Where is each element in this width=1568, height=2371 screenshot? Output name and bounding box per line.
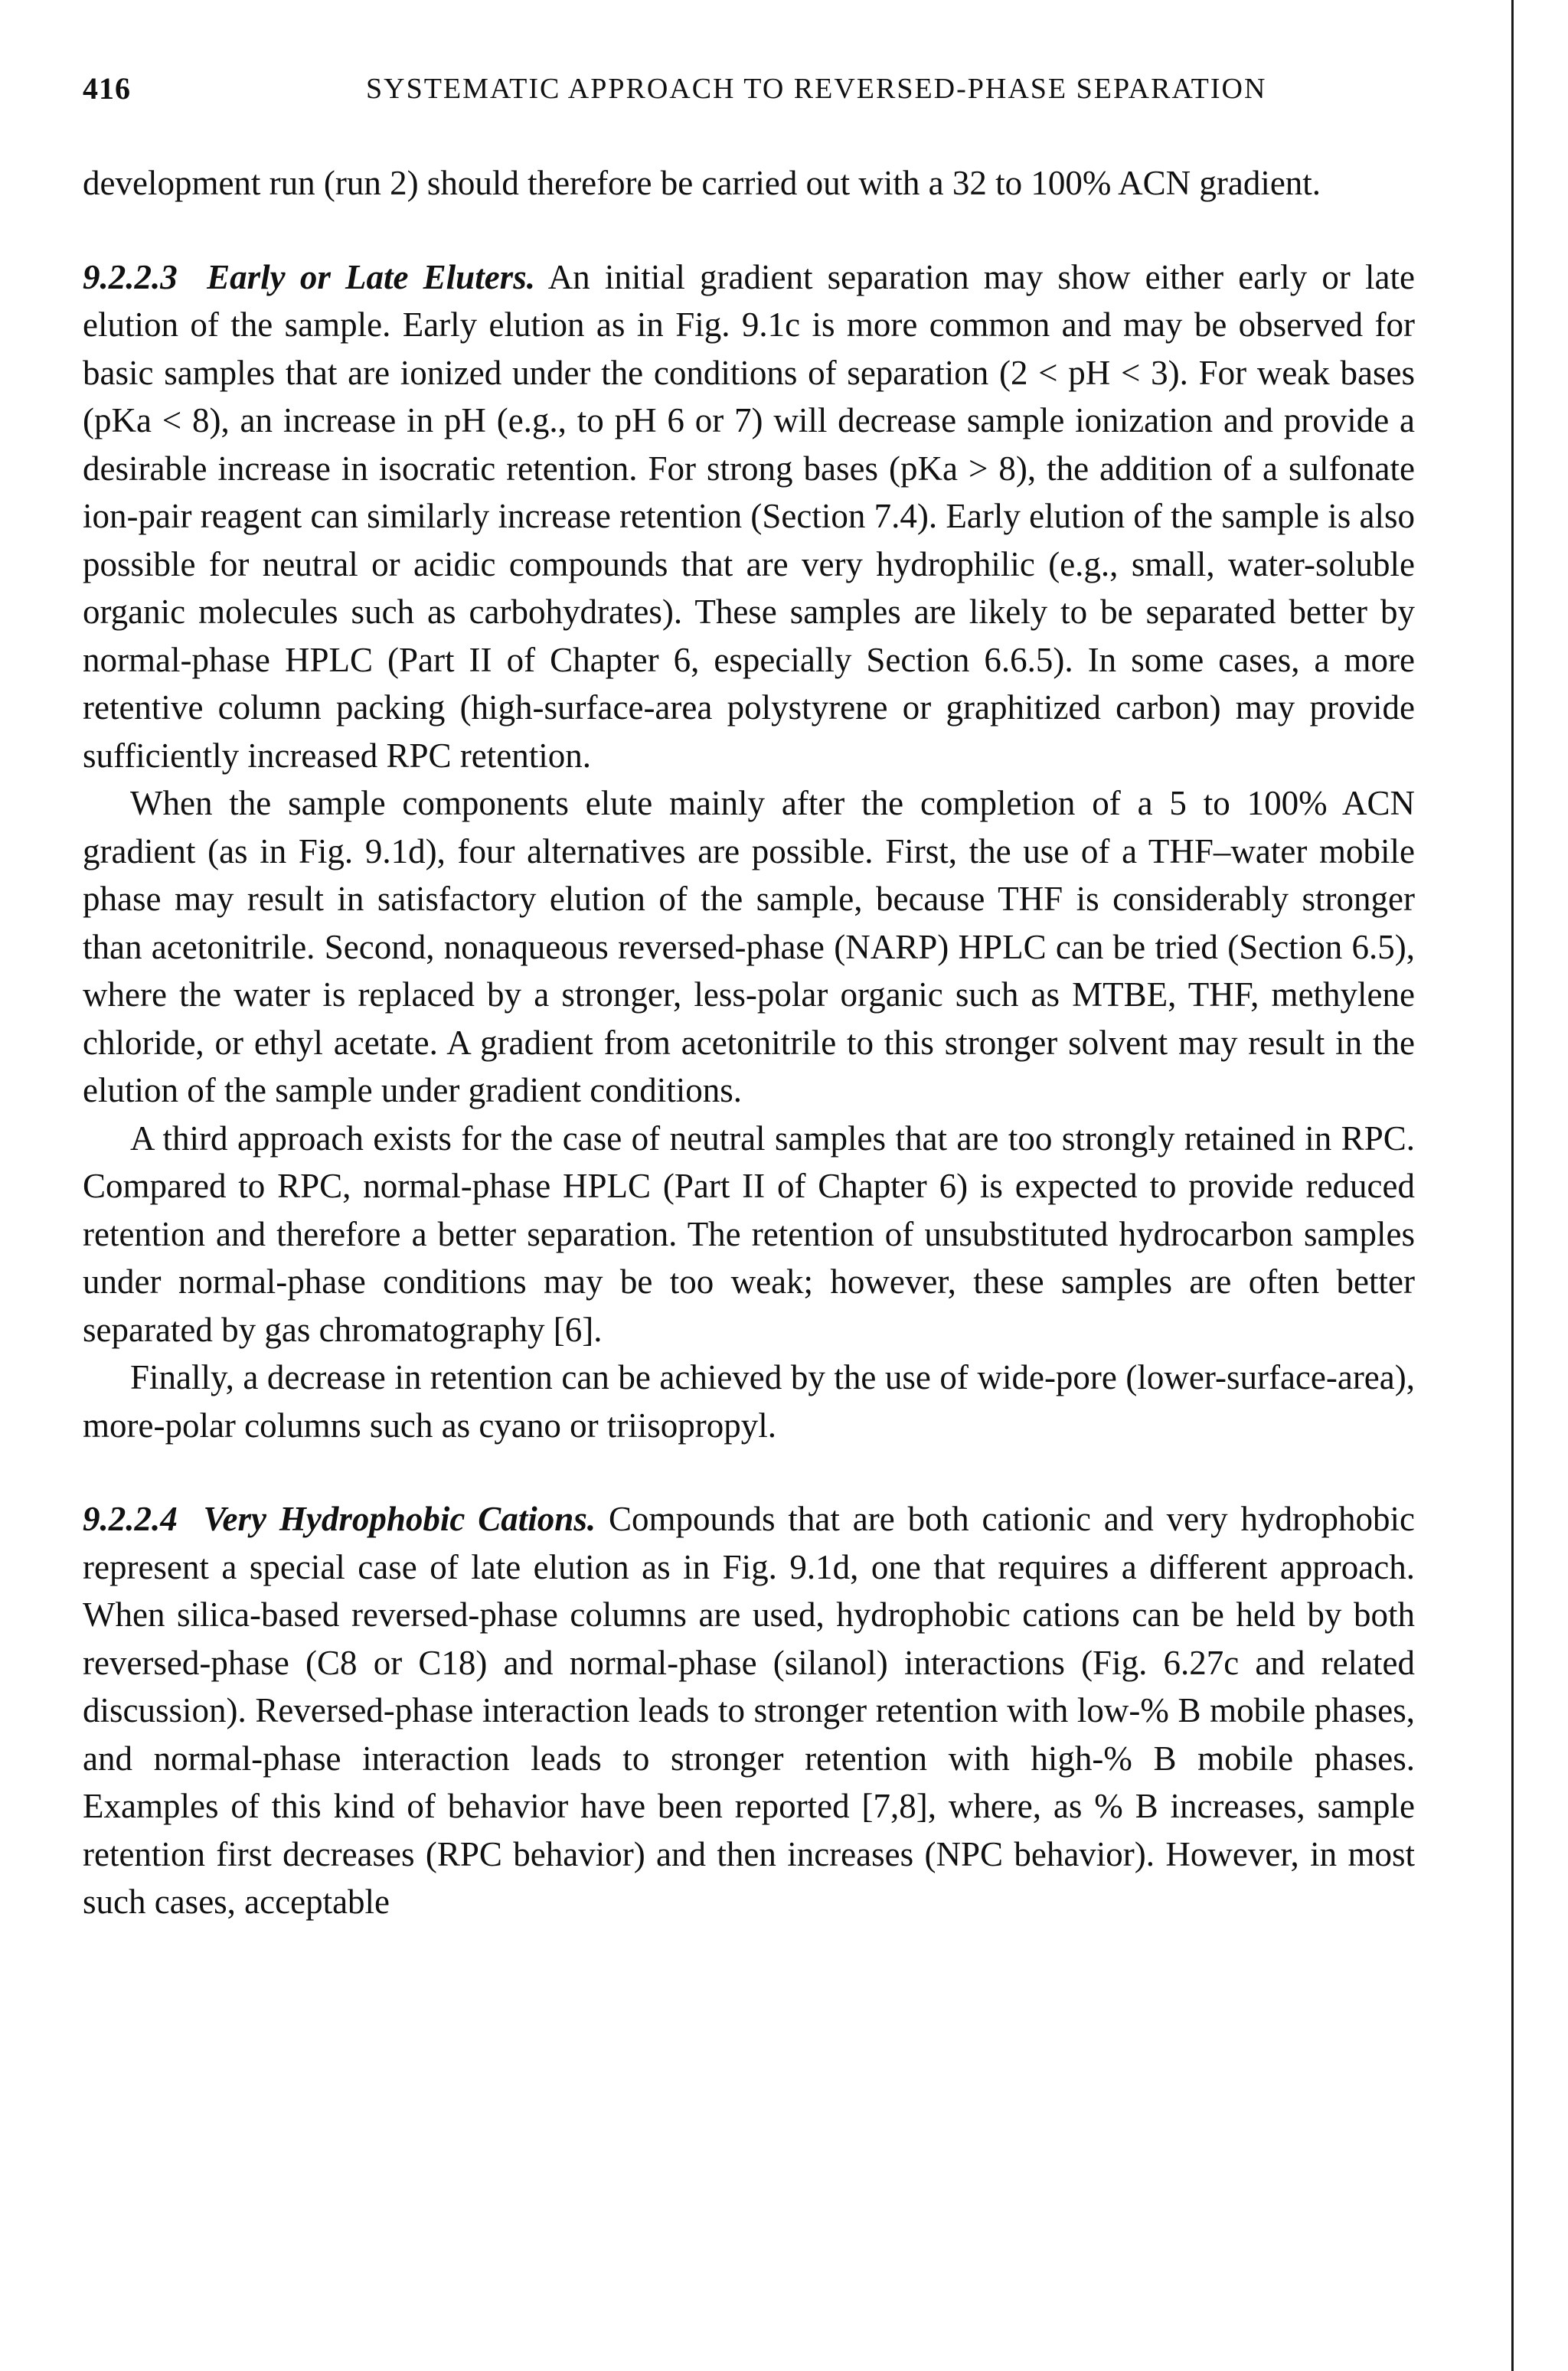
- paragraph-late-elution: When the sample components elute mainly after the completion of a 5 to 100% ACN gradient (as in Fig. 9.1d), four alternatives are possible. First, the use of a THF–water mobile phase may result in satisfactory elution of the sample, because THF is considerably stronger than acetonitrile. Second, nonaqueous reversed-phase (NARP) HPLC can be tried (Section 6.5), where the water is replaced by a stronger, less-polar organic such as MTBE, THF, methylene chloride, or ethyl acetate. A gradient from acetonitrile to this stronger solvent may result in the elution of the sample under gradient conditions.: [83, 784, 1415, 1109]
- page-edge-rule: [1511, 0, 1514, 2371]
- section-text: An initial gradient separation may show either early or late elution of the sample. Early elution as in Fig. 9.1c is more common and may be observed for basic samples that are ionized under the conditions of separation (2 < pH < 3). For weak bases (pKa < 8), an increase in pH (e.g., to pH 6 or 7) will decrease sample ionization and provide a desirable increase in isocratic retention. For strong bases (pKa > 8), the addition of a sulfonate ion-pair reagent can similarly increase retention (Section 7.4). Early elution of the sample is also possible for neutral or acidic compounds that are very hydrophilic (e.g., small, water-soluble organic molecules such as carbohydrates). These samples are likely to be separated better by normal-phase HPLC (Part II of Chapter 6, especially Section 6.6.5). In some cases, a more retentive column packing (high-surface-area polystyrene or graphitized carbon) may provide sufficiently increased RPC retention.: [83, 257, 1415, 775]
- page-header: [83, 70, 1430, 116]
- section-hydrophobic-cations: [83, 1495, 1415, 1926]
- section-number: 9.2.2.4: [83, 1500, 178, 1538]
- section-early-late-eluters: [83, 253, 1415, 780]
- page-number: 416: [83, 71, 131, 106]
- body-text: [83, 159, 1415, 1926]
- section-number: 9.2.2.3: [83, 257, 178, 296]
- section-title: Very Hydrophobic Cations.: [203, 1500, 596, 1538]
- paragraph-continuation: development run (run 2) should therefore be carried out with a 32 to 100% ACN gradient.: [83, 164, 1321, 202]
- paragraph-third-approach: A third approach exists for the case of neutral samples that are too strongly retained in RPC. Compared to RPC, normal-phase HPLC (Part II of Chapter 6) is expected to provide reduced retention and therefore a better separation. The retention of unsubstituted hydrocarbon samples under normal-phase conditions may be too weak; however, these samples are often better separated by gas chromatography [6].: [83, 1119, 1415, 1349]
- running-title: SYSTEMATIC APPROACH TO REVERSED-PHASE SEPARATION: [366, 73, 1267, 105]
- paragraph-finally: Finally, a decrease in retention can be achieved by the use of wide-pore (lower-surface-area), more-polar columns such as cyano or triisopropyl.: [83, 1358, 1415, 1445]
- section-title: Early or Late Eluters.: [207, 257, 535, 296]
- section-text: Compounds that are both cationic and very hydrophobic represent a special case of late elution as in Fig. 9.1d, one that requires a different approach. When silica-based reversed-phase columns are used, hydrophobic cations can be held by both reversed-phase (C8 or C18) and normal-phase (silanol) interactions (Fig. 6.27c and related discussion). Reversed-phase interaction leads to stronger retention with low-% B mobile phases, and normal-phase interaction leads to stronger retention with high-% B mobile phases. Examples of this kind of behavior have been reported [7,8], where, as % B increases, sample retention first decreases (RPC behavior) and then increases (NPC behavior). However, in most such cases, acceptable: [83, 1500, 1415, 1921]
